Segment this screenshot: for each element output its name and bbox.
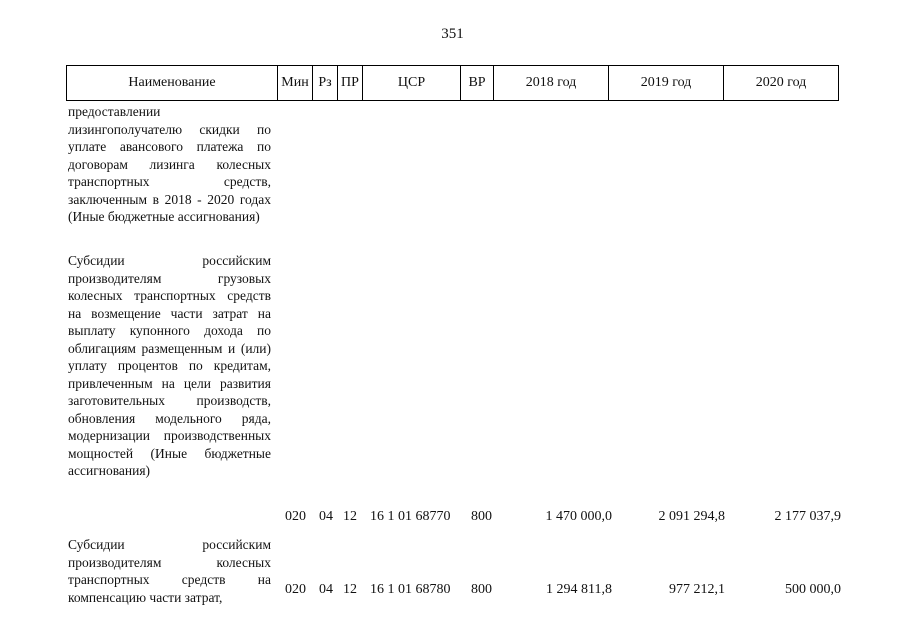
row-2018: 1 470 000,0	[545, 509, 612, 524]
row-csr: 16 1 01 68770	[370, 509, 451, 524]
header-2019: 2019 год	[609, 66, 724, 101]
page-number: 351	[441, 26, 464, 42]
table-header	[66, 65, 839, 101]
row-2020: 500 000,0	[785, 582, 841, 597]
row-vr: 800	[471, 582, 492, 597]
header-csr: ЦСР	[363, 66, 461, 101]
row-2019: 977 212,1	[669, 582, 725, 597]
header-2020: 2020 год	[724, 66, 839, 101]
row-2018: 1 294 811,8	[546, 582, 612, 597]
row-2019: 2 091 294,8	[658, 509, 725, 524]
header-2018: 2018 год	[494, 66, 609, 101]
row-rz: 04	[319, 582, 333, 597]
row-vr: 800	[471, 509, 492, 524]
row-min: 020	[285, 509, 306, 524]
header-pr: ПР	[338, 66, 363, 101]
row-pr: 12	[343, 582, 357, 597]
header-rz: Рз	[313, 66, 338, 101]
header-name: Наименование	[67, 66, 278, 101]
row-pr: 12	[343, 509, 357, 524]
row-name: предоставлении лизингополучателю скидки по уплате авансового платежа по договорам лизинга колесных транспортных средств, заключенным в 2018 - 2020 годах (Иные бюджетные ассигнования)	[68, 104, 271, 224]
row-rz: 04	[319, 509, 333, 524]
row-name: Субсидии российским производителям грузовых колесных транспортных средств на возмещение части затрат на выплату купонного дохода по облигациям размещенным и (или) уплату процентов по кредитам, привлеченным на цели развития заготовительных производств, обновления модельного ряда, модернизации производственных мощностей (Иные бюджетные ассигнования)	[68, 253, 271, 478]
header-min: Мин	[278, 66, 313, 101]
header-vr: ВР	[461, 66, 494, 101]
row-name: Субсидии российским производителям колесных транспортных средств на компенсацию части затрат,	[68, 537, 271, 605]
row-csr: 16 1 01 68780	[370, 582, 451, 597]
row-2020: 2 177 037,9	[774, 509, 841, 524]
row-min: 020	[285, 582, 306, 597]
